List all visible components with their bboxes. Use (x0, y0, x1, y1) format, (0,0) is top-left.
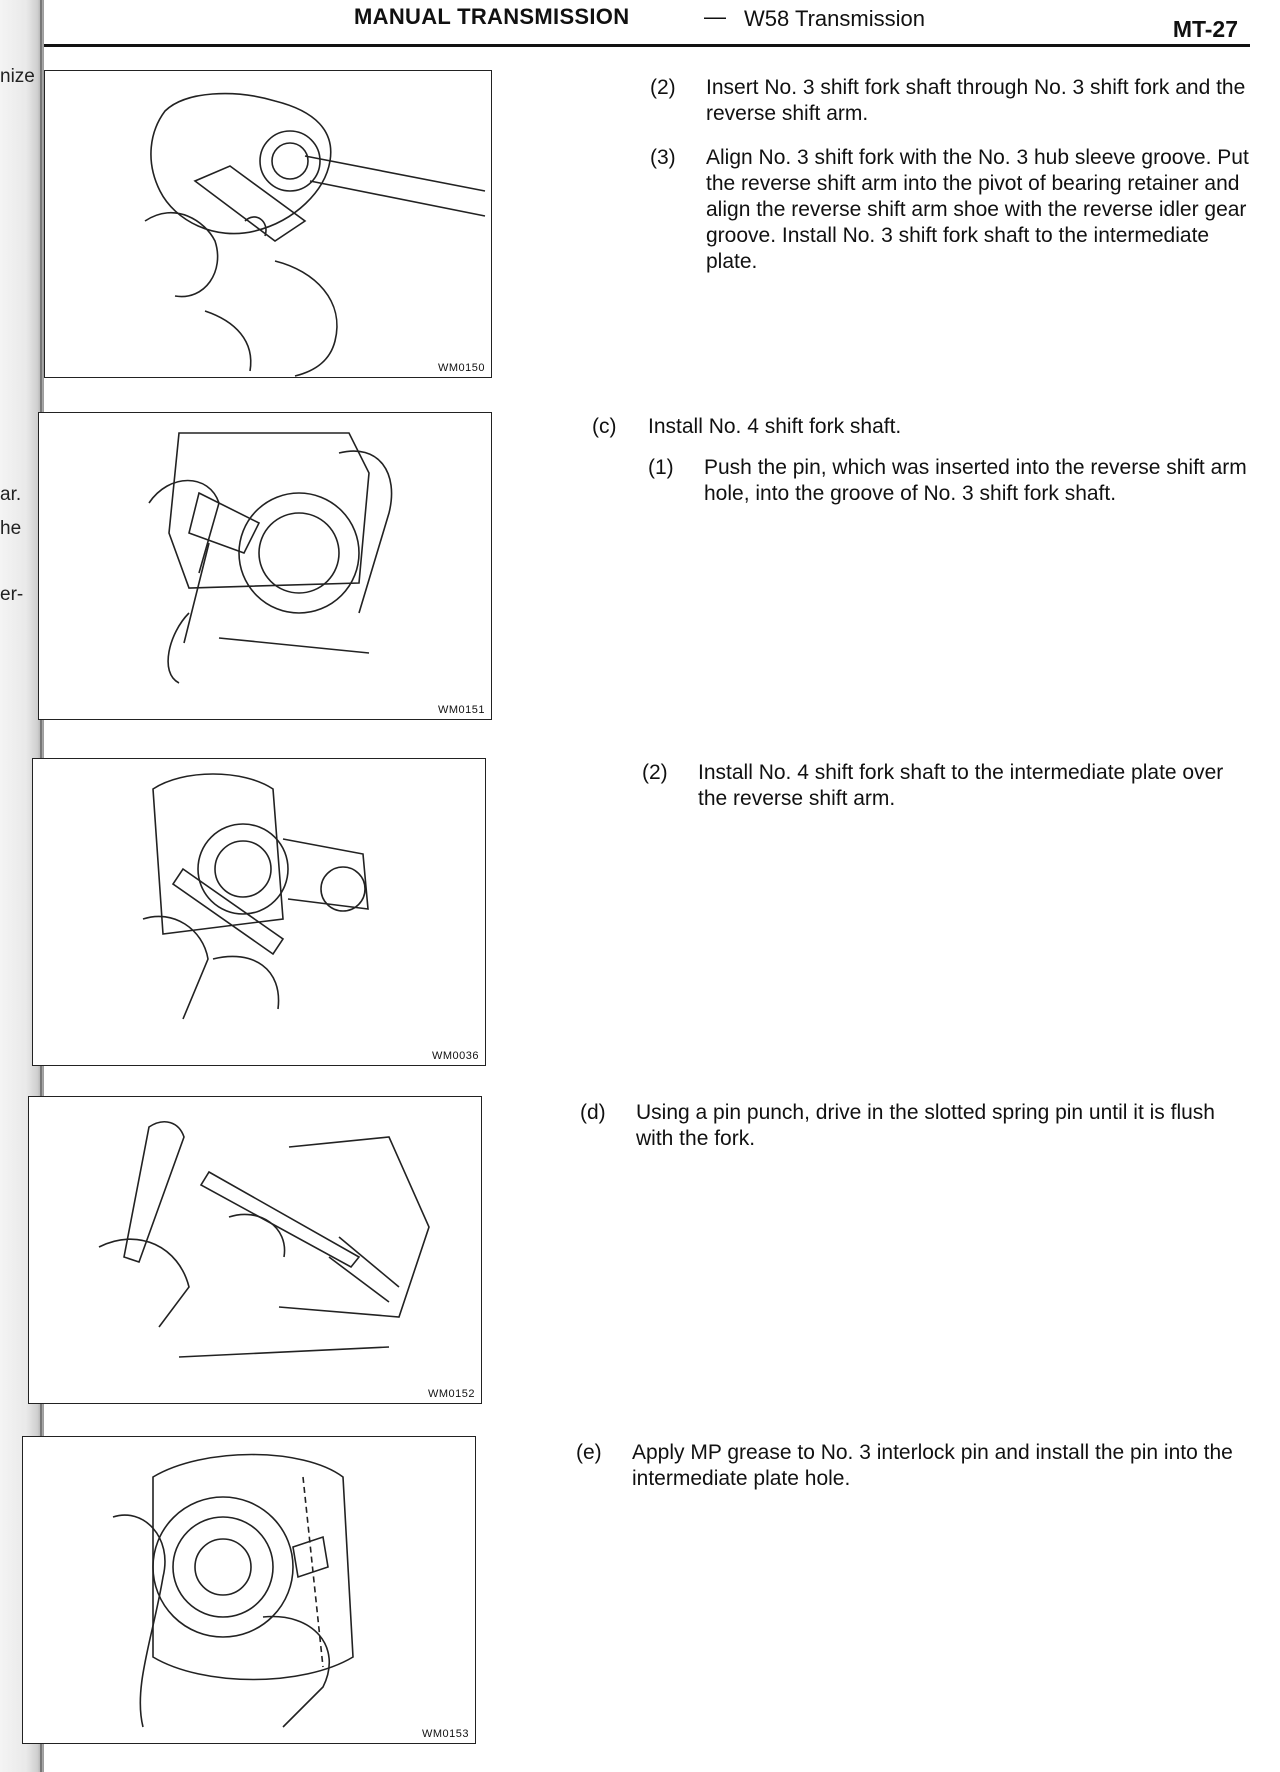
step-text: Insert No. 3 shift fork shaft through No. 3 shift fork and the reverse shift arm. (706, 76, 1246, 125)
figure-wm0036 (32, 758, 486, 1066)
transmission-illustration (29, 1097, 481, 1403)
page-header (44, 0, 1250, 48)
step-text: Apply MP grease to No. 3 interlock pin and install the pin into the intermediate plate hole. (632, 1441, 1233, 1490)
step-3-2 (650, 75, 1250, 131)
figure-wm0152 (28, 1096, 482, 1404)
step-label: (1) (648, 456, 674, 479)
figure-code: WM0152 (427, 1388, 475, 1400)
margin-fragment: ar. (0, 484, 22, 505)
step-3-3 (650, 145, 1250, 285)
step-label: (e) (576, 1441, 602, 1464)
step-label: (c) (592, 415, 617, 438)
step-c-1 (648, 455, 1252, 539)
figure-wm0151 (38, 412, 492, 720)
transmission-illustration (45, 71, 491, 377)
margin-fragment: er- (0, 584, 24, 605)
step-c-2 (642, 760, 1252, 816)
header-rule (44, 44, 1250, 47)
step-text: Align No. 3 shift fork with the No. 3 hub sleeve groove. Put the reverse shift arm into the pivot of bearing retainer and align the reverse shift arm shoe with the reverse idler gear groove. Install No. 3 shift fork shaft to the intermediate plate. (706, 146, 1249, 273)
section-subtitle: W58 Transmission (744, 6, 925, 31)
step-text: Install No. 4 shift fork shaft. (648, 415, 902, 438)
figure-code: WM0151 (437, 704, 485, 716)
margin-fragment: nize (0, 66, 35, 87)
step-label: (2) (650, 76, 676, 99)
figure-wm0150 (44, 70, 492, 378)
figure-code: WM0036 (431, 1050, 479, 1062)
step-d (580, 1100, 1252, 1156)
page-number: MT-27 (1172, 16, 1238, 42)
margin-fragment: he (0, 518, 22, 539)
transmission-illustration (39, 413, 491, 719)
step-label: (d) (580, 1101, 606, 1124)
section-title: MANUAL TRANSMISSION (354, 4, 630, 29)
figure-code: WM0153 (421, 1728, 469, 1740)
figure-wm0153 (22, 1436, 476, 1744)
step-label: (3) (650, 146, 676, 169)
figure-code: WM0150 (437, 362, 485, 374)
step-text: Install No. 4 shift fork shaft to the intermediate plate over the reverse shift arm. (698, 761, 1224, 810)
transmission-illustration (33, 759, 485, 1065)
step-label: (2) (642, 761, 668, 784)
step-e (576, 1440, 1252, 1496)
header-dash: — (704, 4, 726, 29)
step-text: Using a pin punch, drive in the slotted spring pin until it is flush with the fork. (636, 1101, 1215, 1150)
step-text: Push the pin, which was inserted into the reverse shift arm hole, into the groove of No. 3 shift fork shaft. (704, 456, 1247, 505)
transmission-illustration (23, 1437, 475, 1743)
step-c (592, 414, 1252, 444)
